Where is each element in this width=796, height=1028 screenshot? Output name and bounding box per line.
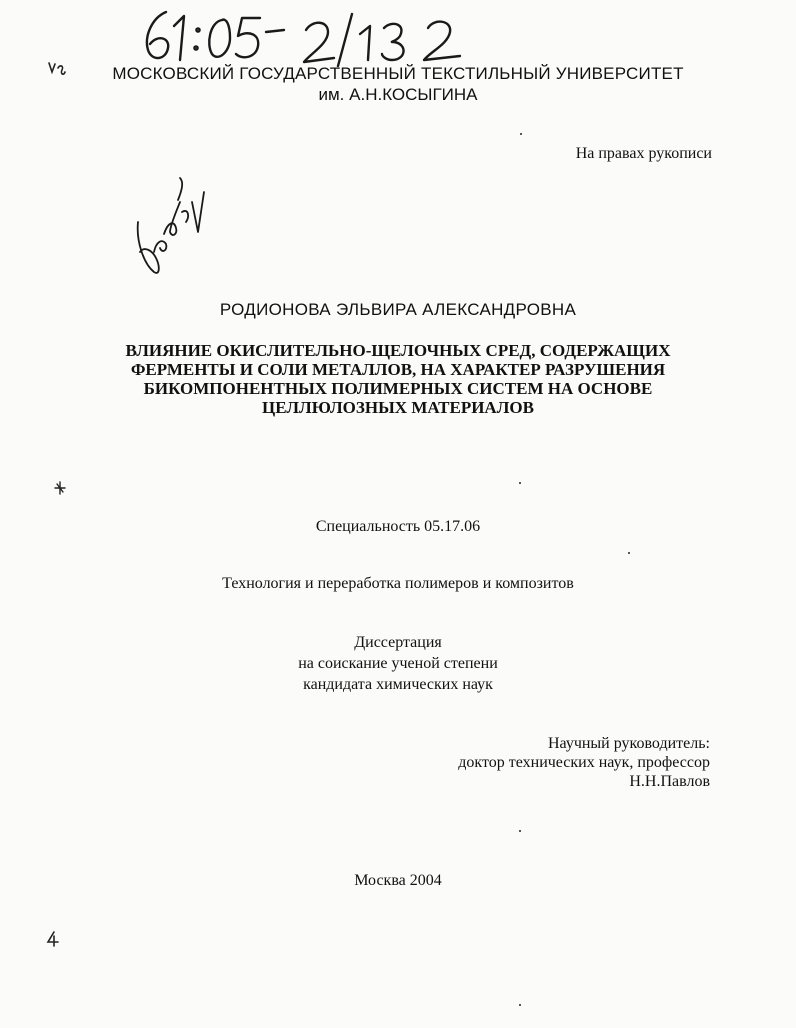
handwritten-archive-number bbox=[138, 4, 478, 68]
title-line: ВЛИЯНИЕ ОКИСЛИТЕЛЬНО-ЩЕЛОЧНЫХ СРЕД, СОДЕРЖАЩИХ bbox=[125, 341, 671, 360]
field-of-study: Технология и переработка полимеров и композитов bbox=[222, 575, 574, 592]
dissertation-degree: кандидата химических наук bbox=[303, 676, 493, 693]
rights-note: На правах рукописи bbox=[575, 145, 712, 162]
dissertation-purpose: на соискание ученой степени bbox=[298, 655, 498, 672]
scan-speck bbox=[519, 1004, 521, 1006]
margin-mark bbox=[52, 480, 68, 496]
author-name: РОДИОНОВА ЭЛЬВИРА АЛЕКСАНДРОВНА bbox=[219, 300, 577, 319]
advisor-degree: доктор технических наук, профессор bbox=[458, 754, 710, 771]
dissertation-label: Диссертация bbox=[354, 634, 442, 651]
scan-speck bbox=[628, 552, 630, 554]
title-line: ФЕРМЕНТЫ И СОЛИ МЕТАЛЛОВ, НА ХАРАКТЕР РАЗРУШЕНИЯ bbox=[130, 360, 666, 379]
specialty: Специальность 05.17.06 bbox=[315, 518, 481, 535]
title-line: ЦЕЛЛЮЛОЗНЫХ МАТЕРИАЛОВ bbox=[262, 398, 534, 417]
margin-mark bbox=[44, 930, 62, 948]
handwritten-signature bbox=[130, 172, 214, 282]
city-year: Москва 2004 bbox=[354, 872, 442, 889]
scan-speck bbox=[519, 830, 521, 832]
university-name: МОСКОВСКИЙ ГОСУДАРСТВЕННЫЙ ТЕКСТИЛЬНЫЙ УНИВЕРСИТЕТ bbox=[112, 64, 684, 83]
advisor-name: Н.Н.Павлов bbox=[629, 773, 710, 790]
advisor-label: Научный руководитель: bbox=[547, 735, 710, 752]
university-named-after: им. А.Н.КОСЫГИНА bbox=[318, 85, 478, 104]
scan-speck bbox=[520, 133, 522, 135]
scan-speck bbox=[519, 482, 521, 484]
title-line: БИКОМПОНЕНТНЫХ ПОЛИМЕРНЫХ СИСТЕМ НА ОСНОВЕ bbox=[143, 379, 653, 398]
